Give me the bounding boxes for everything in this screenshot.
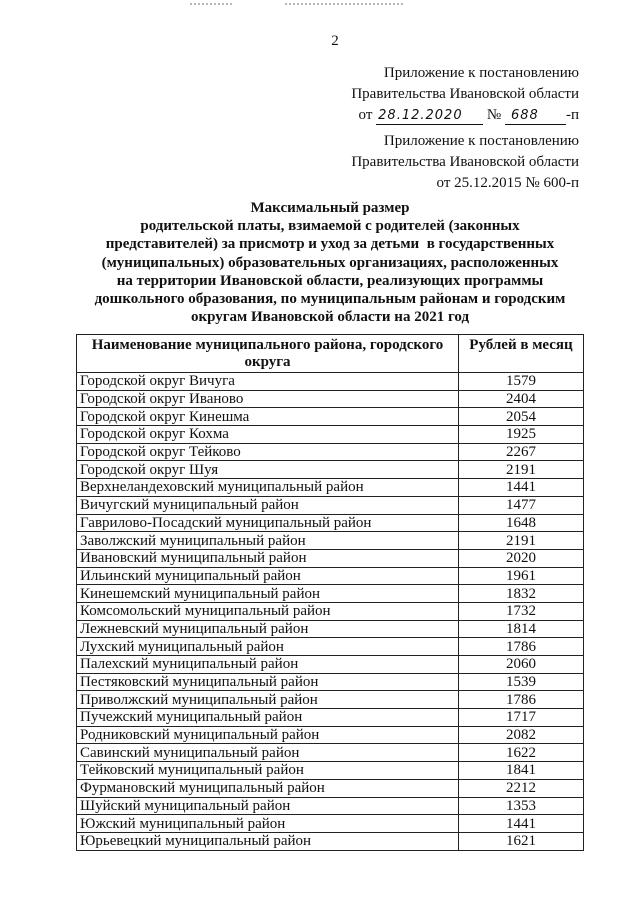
table-row (77, 585, 584, 603)
from-label: от (358, 107, 373, 123)
fee-value-cell: 2054 (459, 408, 584, 426)
fee-value-cell: 1717 (459, 709, 584, 727)
appendix-reference-old (351, 131, 579, 194)
fee-value-cell: 2191 (459, 461, 584, 479)
district-name-cell: Кинешемский муниципальный район (77, 585, 459, 603)
title-line: (муниципальных) образовательных организациях, расположенных (101, 254, 559, 271)
fee-value-cell: 2060 (459, 656, 584, 674)
fee-value-cell: 1621 (459, 832, 584, 850)
district-name-cell: Южский муниципальный район (77, 815, 459, 833)
district-name-cell: Тейковский муниципальный район (77, 762, 459, 780)
table-row (77, 532, 584, 550)
table-row (77, 797, 584, 815)
table-row (77, 691, 584, 709)
fee-value-cell: 2212 (459, 779, 584, 797)
table-row (77, 832, 584, 850)
district-name-cell: Городской округ Тейково (77, 443, 459, 461)
fee-value-cell: 2020 (459, 549, 584, 567)
fee-value-cell: 1477 (459, 496, 584, 514)
district-name-cell: Городской округ Кинешма (77, 408, 459, 426)
district-name-cell: Комсомольский муниципальный район (77, 602, 459, 620)
column-header-value: Рублей в месяц (459, 335, 584, 373)
handwritten-date: 28.12.2020 (376, 108, 483, 125)
fee-value-cell: 1648 (459, 514, 584, 532)
table-header-row (77, 335, 584, 373)
district-name-cell: Лухский муниципальный район (77, 638, 459, 656)
appendix-line: Приложение к постановлению (383, 133, 579, 149)
district-name-cell: Фурмановский муниципальный район (77, 779, 459, 797)
title-line: на территории Ивановской области, реализующих программы (116, 272, 544, 289)
table-row (77, 426, 584, 444)
fee-value-cell: 2267 (459, 443, 584, 461)
appendix-line: Правительства Ивановской области (351, 86, 579, 102)
appendix-line: Приложение к постановлению (383, 65, 579, 81)
scan-noise (190, 3, 232, 5)
table-row (77, 779, 584, 797)
district-name-cell: Лежневский муниципальный район (77, 620, 459, 638)
fee-value-cell: 1441 (459, 815, 584, 833)
scan-noise (285, 3, 405, 5)
table-body (77, 373, 584, 851)
district-name-cell: Городской округ Иваново (77, 390, 459, 408)
district-name-cell: Юрьевецкий муниципальный район (77, 832, 459, 850)
fee-value-cell: 1832 (459, 585, 584, 603)
table-row (77, 514, 584, 532)
district-name-cell: Ильинский муниципальный район (77, 567, 459, 585)
district-name-cell: Шуйский муниципальный район (77, 797, 459, 815)
table-row (77, 390, 584, 408)
table-row (77, 726, 584, 744)
district-name-cell: Гаврилово-Посадский муниципальный район (77, 514, 459, 532)
district-name-cell: Савинский муниципальный район (77, 744, 459, 762)
district-name-cell: Пучежский муниципальный район (77, 709, 459, 727)
table-row (77, 709, 584, 727)
fee-value-cell: 1841 (459, 762, 584, 780)
fee-value-cell: 1961 (459, 567, 584, 585)
title-line: представителей) за присмотр и уход за детьми в государственных (105, 236, 555, 253)
table-row (77, 815, 584, 833)
fee-value-cell: 2191 (459, 532, 584, 550)
table-row (77, 373, 584, 391)
table-row (77, 620, 584, 638)
fee-value-cell: 1786 (459, 638, 584, 656)
fee-value-cell: 1925 (459, 426, 584, 444)
fee-value-cell: 1539 (459, 673, 584, 691)
district-name-cell: Вичугский муниципальный район (77, 496, 459, 514)
district-name-cell: Городской округ Шуя (77, 461, 459, 479)
document-title (80, 199, 580, 326)
district-name-cell: Городской округ Кохма (77, 426, 459, 444)
appendix-line: Правительства Ивановской области (351, 154, 579, 170)
table-row (77, 638, 584, 656)
title-line: дошкольного образования, по муниципальным районам и городским (94, 291, 566, 308)
table-row (77, 549, 584, 567)
table-row (77, 762, 584, 780)
fee-value-cell: 2082 (459, 726, 584, 744)
table-row (77, 602, 584, 620)
district-name-cell: Пестяковский муниципальный район (77, 673, 459, 691)
appendix-line: от 25.12.2015 № 600-п (436, 175, 579, 191)
fee-value-cell: 2404 (459, 390, 584, 408)
title-line: Максимальный размер (250, 200, 410, 216)
district-name-cell: Родниковский муниципальный район (77, 726, 459, 744)
district-name-cell: Приволжский муниципальный район (77, 691, 459, 709)
title-line: округам Ивановской области на 2021 год (190, 309, 470, 326)
table-row (77, 567, 584, 585)
number-label: № (486, 107, 502, 123)
table-row (77, 479, 584, 497)
scan-artifacts (0, 3, 640, 6)
fee-value-cell: 1786 (459, 691, 584, 709)
table-row (77, 443, 584, 461)
appendix-reference-new (351, 63, 579, 126)
fee-value-cell: 1732 (459, 602, 584, 620)
table-row (77, 461, 584, 479)
table-row (77, 673, 584, 691)
fee-value-cell: 1814 (459, 620, 584, 638)
title-line: родительской платы, взимаемой с родителей (законных (140, 218, 520, 235)
table-row (77, 496, 584, 514)
page-number: 2 (331, 33, 339, 49)
column-header-name: Наименование муниципального района, городского округа (77, 335, 459, 373)
district-name-cell: Заволжский муниципальный район (77, 532, 459, 550)
fee-value-cell: 1579 (459, 373, 584, 391)
district-name-cell: Верхнеландеховский муниципальный район (77, 479, 459, 497)
fee-value-cell: 1441 (459, 479, 584, 497)
table-row (77, 656, 584, 674)
appendix-date-line (351, 105, 579, 126)
number-suffix: -п (565, 107, 579, 123)
district-name-cell: Городской округ Вичуга (77, 373, 459, 391)
district-name-cell: Ивановский муниципальный район (77, 549, 459, 567)
handwritten-number: 688 (505, 108, 566, 125)
district-name-cell: Палехский муниципальный район (77, 656, 459, 674)
fee-value-cell: 1353 (459, 797, 584, 815)
fees-table (76, 334, 584, 851)
table-row (77, 408, 584, 426)
fee-value-cell: 1622 (459, 744, 584, 762)
table-row (77, 744, 584, 762)
